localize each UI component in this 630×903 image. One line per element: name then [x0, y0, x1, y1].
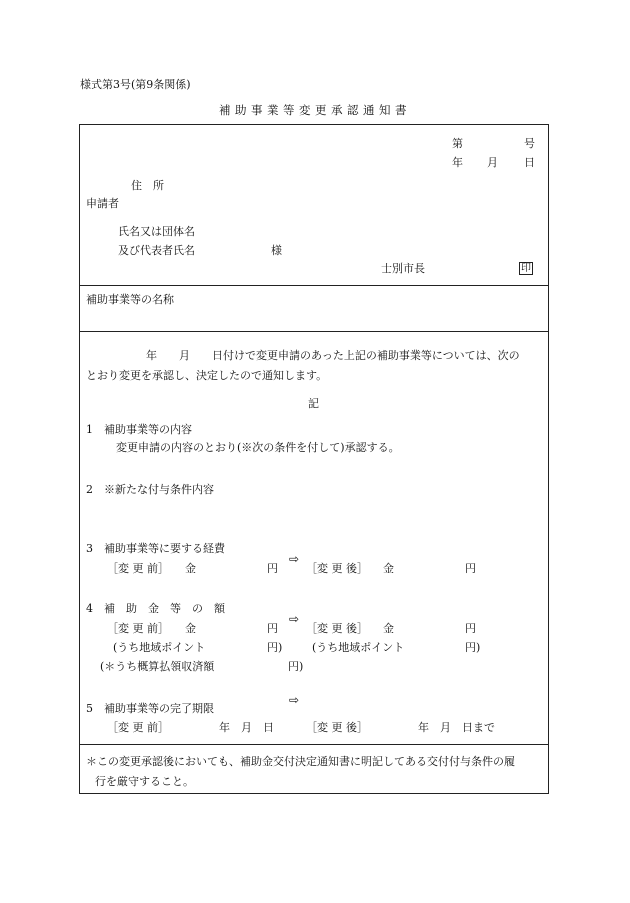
- item4-before-yen: 円: [267, 622, 278, 635]
- divider-3: [79, 744, 549, 745]
- item4-after-local-point-yen: 円): [465, 641, 481, 654]
- item3-before-kin: 金: [185, 562, 196, 575]
- item4-after-local-point: (うち地域ポイント: [312, 641, 405, 654]
- footer-note-line-1: ＊この変更承認後においても、補助金交付決定通知書に明記してある交付付与条件の履: [86, 755, 515, 768]
- item3-before: ［変 更 前］: [107, 562, 169, 575]
- name-label-2: 及び代表者氏名: [118, 244, 195, 257]
- item4-after-kin: 金: [383, 622, 394, 635]
- name-label-1: 氏名又は団体名: [118, 225, 195, 238]
- item1-text: 変更申請の内容のとおり(※次の条件を付して)承認する。: [116, 441, 400, 454]
- date-month: 月: [487, 156, 498, 169]
- document-title: 補助事業等変更承認通知書: [219, 103, 411, 117]
- item3-title: 3 補助事業等に要する経費: [86, 542, 225, 555]
- item1-title: 1 補助事業等の内容: [86, 423, 192, 436]
- item4-approx-paid: (＊うち概算払領収済額: [100, 660, 215, 673]
- divider-1: [79, 285, 549, 286]
- footer-note-line-2: 行を厳守すること。: [95, 775, 194, 788]
- item4-before: ［変 更 前］: [107, 622, 169, 635]
- arrow-icon: ⇨: [289, 693, 300, 707]
- item3-after-yen: 円: [465, 562, 476, 575]
- project-name-label: 補助事業等の名称: [86, 293, 174, 306]
- arrow-icon: ⇨: [289, 612, 300, 626]
- applicant-label: 申請者: [86, 197, 119, 210]
- item4-before-kin: 金: [185, 622, 196, 635]
- ki-heading: 記: [308, 397, 319, 410]
- item3-after: ［変 更 後］: [306, 562, 368, 575]
- number-suffix: 号: [524, 137, 535, 150]
- intro-line-2: とおり変更を承認し、決定したので通知します。: [86, 369, 328, 382]
- item4-after: ［変 更 後］: [306, 622, 368, 635]
- item3-before-yen: 円: [267, 562, 278, 575]
- item4-after-yen: 円: [465, 622, 476, 635]
- date-year: 年: [452, 156, 463, 169]
- divider-2: [79, 331, 549, 332]
- arrow-icon: ⇨: [289, 552, 300, 566]
- mayor-title: 士別市長: [381, 262, 425, 275]
- seal-mark: 印: [521, 263, 531, 274]
- item5-title: 5 補助事業等の完了期限: [86, 702, 214, 715]
- honorific: 様: [271, 244, 282, 257]
- item4-approx-paid-yen: 円): [288, 660, 304, 673]
- item4-before-local-point-yen: 円): [267, 641, 283, 654]
- item5-after: ［変 更 後］: [306, 721, 368, 734]
- form-number: 様式第3号(第9条関係): [80, 78, 191, 91]
- intro-line-1: 年 月 日付けで変更申請のあった上記の補助事業等については、次の: [146, 349, 520, 362]
- item4-title: 4 補 助 金 等 の 額: [86, 602, 225, 615]
- item5-after-date: 年 月 日まで: [418, 721, 495, 734]
- date-day: 日: [524, 156, 535, 169]
- item2-title: 2 ※新たな付与条件内容: [86, 483, 214, 496]
- address-label: 住 所: [131, 179, 164, 192]
- item5-before: ［変 更 前］: [107, 721, 169, 734]
- item5-before-date: 年 月 日: [219, 721, 274, 734]
- item4-before-local-point: (うち地域ポイント: [113, 641, 206, 654]
- number-prefix: 第: [452, 137, 463, 150]
- item3-after-kin: 金: [383, 562, 394, 575]
